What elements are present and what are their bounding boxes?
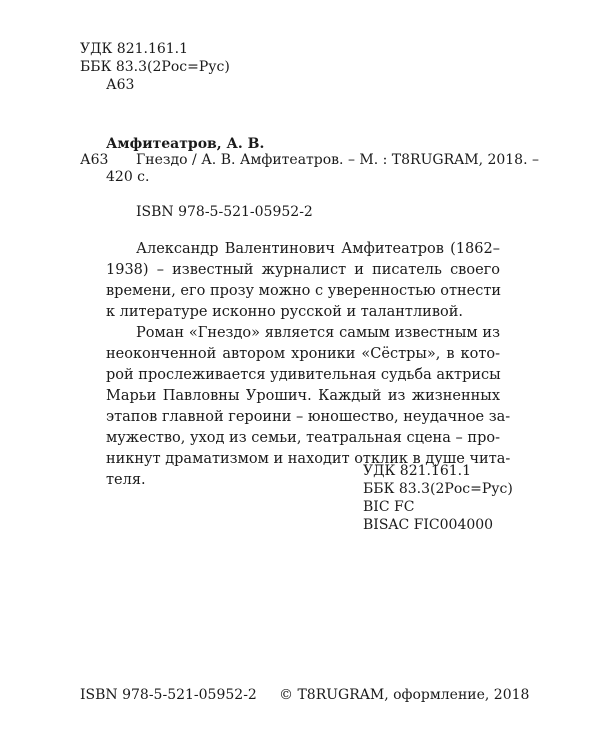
bibliographic-record-pages: 420 с. [106, 169, 150, 185]
bbk-code: ББК 83.3(2Рос=Рус) [80, 59, 230, 75]
annotation-line: времени, его прозу можно с уверенностью отнести [106, 283, 502, 299]
udk-code-right: УДК 821.161.1 [363, 463, 472, 479]
annotation-line: мужество, уход из семьи, театральная сцена – про- [106, 430, 500, 446]
isbn-entry: ISBN 978-5-521-05952-2 [136, 204, 313, 220]
bisac-code: BISAC FIC004000 [363, 517, 494, 533]
annotation-line: 1938) – известный журналист и писатель своего [106, 262, 500, 278]
annotation-line: теля. [106, 472, 146, 488]
annotation-line: этапов главной героини – юношество, неудачное за- [106, 409, 511, 425]
bibliographic-record-line: Гнездо / А. В. Амфитеатров. – М. : T8RUGRAM, 2018. – [136, 152, 539, 168]
footer-isbn: ISBN 978-5-521-05952-2 [80, 687, 257, 703]
annotation-line: к литературе исконно русской и талантливой. [106, 304, 463, 320]
author-mark: А63 [106, 77, 135, 93]
bic-code: BIC FC [363, 499, 415, 515]
annotation-line: никнут драматизмом и находит отклик в душе чита- [106, 451, 511, 467]
author-heading: Амфитеатров, А. В. [106, 136, 265, 152]
bbk-code-right: ББК 83.3(2Рос=Рус) [363, 481, 513, 497]
footer-copyright: © T8RUGRAM, оформление, 2018 [279, 687, 530, 703]
author-mark-entry: А63 [80, 152, 109, 168]
annotation-line: Роман «Гнездо» является самым известным из [136, 325, 500, 341]
udk-code: УДК 821.161.1 [80, 41, 189, 57]
annotation-line: рой прослеживается удивительная судьба актрисы [106, 367, 501, 383]
annotation-line: неоконченной автором хроники «Сёстры», в кото- [106, 346, 500, 362]
annotation-line: Марьи Павловны Урошич. Каждый из жизненных [106, 388, 500, 404]
annotation-line: Александр Валентинович Амфитеатров (1862– [136, 241, 500, 257]
